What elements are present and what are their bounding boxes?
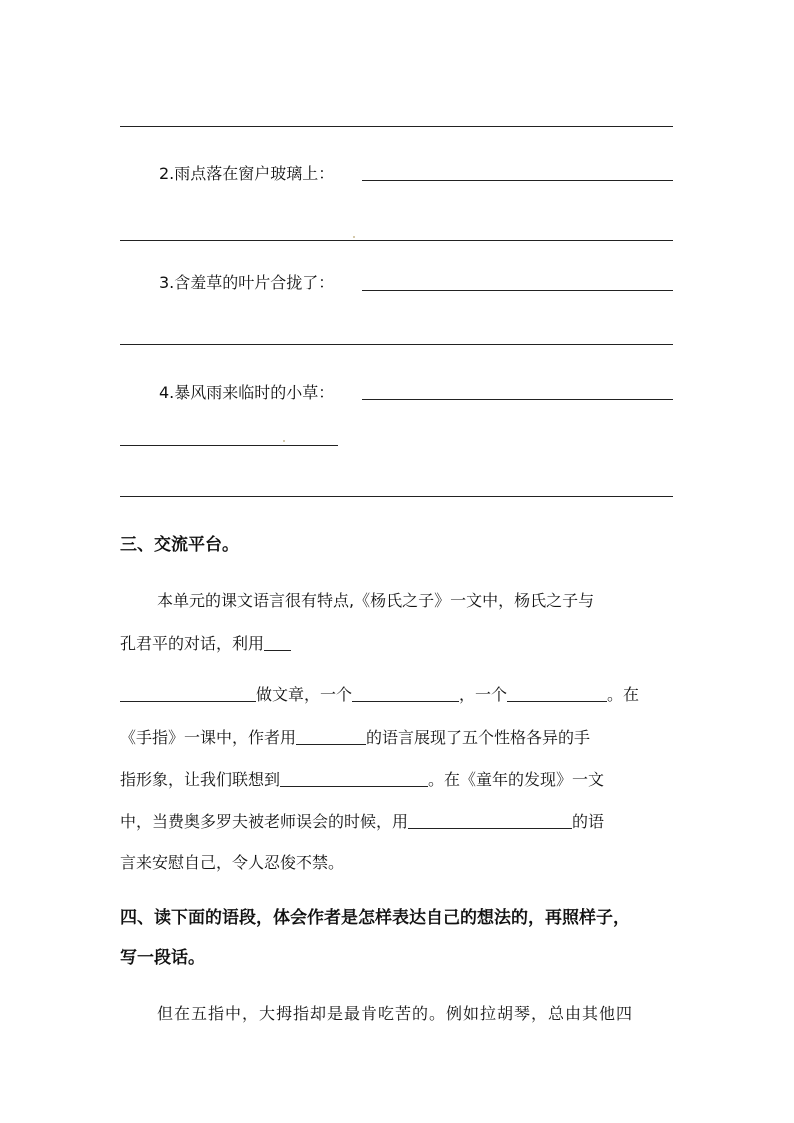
para-text: 孔君平的对话，利用 — [120, 634, 265, 653]
item-2-label: 2.雨点落在窗户玻璃上： — [159, 164, 335, 183]
para-text: 。在《童年的发现》一文 — [428, 770, 605, 789]
item-3-label: 3.含羞草的叶片合拢了： — [159, 273, 335, 292]
para-line-4 — [120, 728, 590, 748]
answer-line-4b[interactable] — [120, 445, 338, 446]
para-text: 做文章，一个 — [256, 685, 353, 704]
fill-blank[interactable] — [296, 730, 366, 745]
answer-blank-4[interactable] — [362, 399, 673, 400]
item-4-label: 4.暴风雨来临时的小草： — [159, 383, 335, 402]
answer-line — [120, 126, 673, 127]
answer-blank-2[interactable] — [362, 180, 673, 181]
fill-blank[interactable] — [507, 687, 607, 702]
answer-line-4c[interactable] — [120, 496, 673, 497]
fill-blank[interactable] — [408, 814, 572, 829]
answer-line-2b[interactable] — [120, 240, 673, 241]
para-line-1: 本单元的课文语言很有特点,《杨氏之子》一文中，杨氏之子与 — [157, 591, 595, 610]
answer-line-3b[interactable] — [120, 344, 673, 345]
answer-blank-3[interactable] — [362, 290, 673, 291]
para-text: 的语 — [572, 812, 605, 831]
para-text: ，一个 — [459, 685, 508, 704]
fill-blank[interactable] — [280, 772, 428, 787]
para-line-2 — [120, 634, 291, 654]
para-text: 。在 — [607, 685, 640, 704]
example-passage: 但在五指中，大拇指却是最肯吃苦的。例如拉胡琴，总由其他四 — [157, 1004, 634, 1023]
para-text: 指形象，让我们联想到 — [120, 770, 281, 789]
speck — [353, 236, 355, 238]
fill-blank[interactable] — [120, 687, 256, 702]
para-line-3 — [120, 685, 639, 705]
section-3-heading: 三、交流平台。 — [120, 535, 239, 555]
para-line-5 — [120, 770, 604, 790]
section-4-heading-cont: 写一段话。 — [120, 948, 205, 968]
para-line-6 — [120, 812, 604, 832]
fill-blank[interactable] — [264, 636, 291, 651]
para-text: 《手指》一课中，作者用 — [120, 728, 297, 747]
para-text: 的语言展现了五个性格各异的手 — [366, 728, 591, 747]
fill-blank[interactable] — [352, 687, 459, 702]
para-line-7: 言来安慰自己，令人忍俊不禁。 — [120, 853, 345, 872]
para-text: 中，当费奥多罗夫被老师误会的时候，用 — [120, 812, 409, 831]
section-4-heading: 四、读下面的语段，体会作者是怎样表达自己的想法的，再照样子， — [120, 908, 630, 928]
speck — [283, 440, 285, 442]
